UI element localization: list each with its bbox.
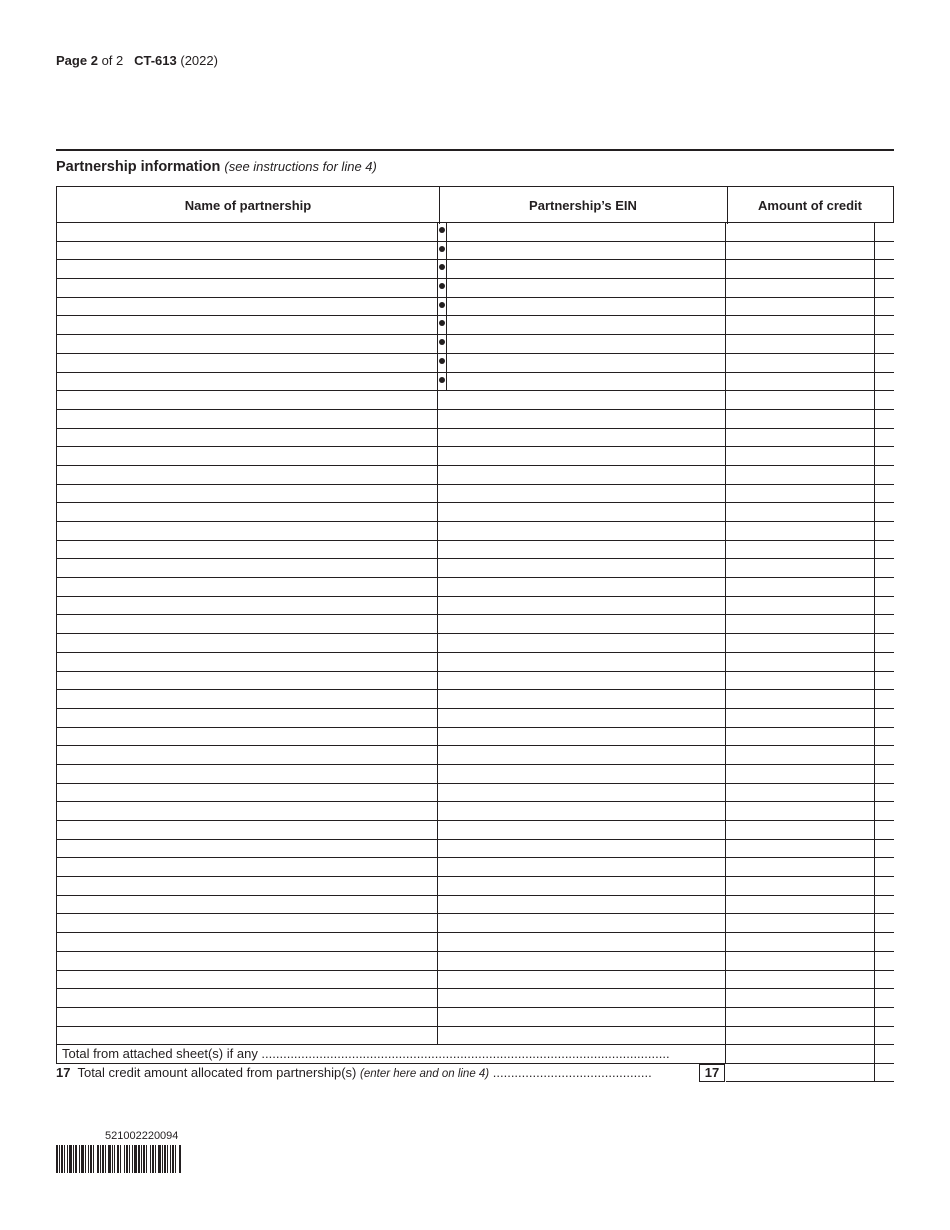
partnership-ein-field[interactable] [438, 410, 726, 428]
credit-amount-field[interactable] [726, 615, 875, 633]
line-17-dots: ............................................ [492, 1065, 652, 1081]
partnership-ein-field[interactable] [438, 989, 726, 1007]
partnership-name-field[interactable] [56, 672, 438, 690]
partnership-ein-field[interactable] [438, 728, 726, 746]
partnership-name-field[interactable] [56, 522, 438, 540]
credit-amount-field[interactable] [726, 877, 875, 895]
table-row [56, 503, 894, 522]
table-row [56, 690, 894, 709]
partnership-name-field[interactable] [56, 840, 438, 858]
partnership-name-field[interactable] [56, 279, 438, 297]
partnership-ein-field[interactable] [438, 578, 726, 596]
partnership-name-field[interactable] [56, 298, 438, 316]
partnership-ein-field[interactable] [438, 522, 726, 540]
credit-amount-field[interactable] [726, 373, 875, 391]
table-row [56, 354, 894, 373]
partnership-ein-field[interactable] [438, 690, 726, 708]
page-header [56, 53, 218, 68]
partnership-ein-field[interactable] [438, 242, 726, 260]
line-17-label [56, 1064, 652, 1083]
partnership-ein-field[interactable] [438, 447, 726, 465]
table-row [56, 877, 894, 896]
partnership-name-field[interactable] [56, 896, 438, 914]
credit-amount-field[interactable] [726, 223, 875, 241]
credit-amount-field[interactable] [726, 410, 875, 428]
table-row [56, 1027, 894, 1046]
ein-divider [446, 279, 447, 297]
barcode-bar [158, 1145, 161, 1173]
bullet-icon [439, 358, 445, 364]
table-row [56, 578, 894, 597]
barcode-bar [175, 1145, 176, 1173]
partnership-name-field[interactable] [56, 914, 438, 932]
bullet-icon [439, 339, 445, 345]
partnership-name-field[interactable] [56, 242, 438, 260]
partnership-ein-field[interactable] [438, 1008, 726, 1026]
partnership-ein-field[interactable] [438, 840, 726, 858]
ein-divider [446, 242, 447, 260]
credit-amount-field[interactable] [726, 391, 875, 409]
credit-amount-field[interactable] [726, 784, 875, 802]
partnership-ein-field[interactable] [438, 821, 726, 839]
line-17-cents-field[interactable] [875, 1064, 894, 1082]
barcode-bar [81, 1145, 84, 1173]
partnership-name-field[interactable] [56, 1008, 438, 1026]
barcode-bar [170, 1145, 171, 1173]
partnership-ein-field[interactable] [438, 485, 726, 503]
table-row [56, 410, 894, 429]
credit-amount-field[interactable] [726, 242, 875, 260]
credit-amount-field[interactable] [726, 634, 875, 652]
partnership-ein-field[interactable] [438, 1027, 726, 1045]
partnership-name-field[interactable] [56, 1027, 438, 1045]
section-divider [56, 149, 894, 151]
barcode-bar [124, 1145, 125, 1173]
barcode-bar [126, 1145, 128, 1173]
barcode-bar [61, 1145, 63, 1173]
credit-amount-field[interactable] [726, 858, 875, 876]
partnership-ein-field[interactable] [438, 260, 726, 278]
partnership-ein-field[interactable] [438, 784, 726, 802]
credit-amount-field[interactable] [726, 709, 875, 727]
partnership-name-field[interactable] [56, 858, 438, 876]
partnership-name-field[interactable] [56, 391, 438, 409]
partnership-name-field[interactable] [56, 709, 438, 727]
barcode-bar [143, 1145, 145, 1173]
barcode-bar [117, 1145, 119, 1173]
table-row [56, 223, 894, 242]
bullet-icon [439, 246, 445, 252]
barcode-bar [64, 1145, 65, 1173]
partnership-ein-field[interactable] [438, 429, 726, 447]
barcode-bar [150, 1145, 151, 1173]
form-year: (2022) [180, 53, 218, 68]
barcode-bar [105, 1145, 106, 1173]
partnership-name-field[interactable] [56, 615, 438, 633]
attached-total-label: Total from attached sheet(s) if any ................................................................................................................. [56, 1045, 726, 1063]
barcode-bar [167, 1145, 168, 1173]
credit-amount-field[interactable] [726, 316, 875, 334]
partnership-ein-field[interactable] [438, 914, 726, 932]
table-row [56, 298, 894, 317]
table-row [56, 466, 894, 485]
table-row [56, 260, 894, 279]
credit-amount-field[interactable] [726, 672, 875, 690]
partnership-ein-field[interactable] [438, 541, 726, 559]
credit-amount-field[interactable] [726, 728, 875, 746]
partnership-ein-field[interactable] [438, 802, 726, 820]
table-row [56, 802, 894, 821]
partnership-name-field[interactable] [56, 541, 438, 559]
credit-amount-field[interactable] [726, 896, 875, 914]
line-17-number: 17 [56, 1065, 71, 1081]
partnership-name-field[interactable] [56, 765, 438, 783]
table-row [56, 335, 894, 354]
bullet-icon [439, 283, 445, 289]
table-row [56, 1008, 894, 1027]
col-header-name: Name of partnership [57, 187, 440, 224]
partnership-name-field[interactable] [56, 335, 438, 353]
partnership-name-field[interactable] [56, 429, 438, 447]
bullet-icon [439, 264, 445, 270]
table-row [56, 279, 894, 298]
partnership-ein-field[interactable] [438, 746, 726, 764]
table-row [56, 672, 894, 691]
partnership-name-field[interactable] [56, 933, 438, 951]
attached-total-row [56, 1045, 894, 1064]
partnership-name-field[interactable] [56, 597, 438, 615]
partnership-ein-field[interactable] [438, 316, 726, 334]
partnership-name-field[interactable] [56, 971, 438, 989]
credit-amount-field[interactable] [726, 447, 875, 465]
credit-amount-field[interactable] [726, 429, 875, 447]
credit-amount-field[interactable] [726, 690, 875, 708]
line-17-box: 17 [699, 1064, 725, 1082]
partnership-ein-field[interactable] [438, 672, 726, 690]
ein-divider [446, 373, 447, 391]
barcode-bar [134, 1145, 137, 1173]
ein-divider [446, 260, 447, 278]
barcode-bar [172, 1145, 174, 1173]
line-17-row [56, 1064, 894, 1083]
line-17-text: Total credit amount allocated from partnership(s) [77, 1065, 357, 1081]
section-title-text: Partnership information [56, 159, 221, 175]
credit-amount-field[interactable] [726, 466, 875, 484]
barcode-bar [112, 1145, 113, 1173]
barcode-bar [120, 1145, 121, 1173]
partnership-ein-field[interactable] [438, 952, 726, 970]
table-row [56, 242, 894, 261]
table-row [56, 914, 894, 933]
partnership-name-field[interactable] [56, 728, 438, 746]
partnership-ein-field[interactable] [438, 896, 726, 914]
partnership-ein-field[interactable] [438, 279, 726, 297]
partnership-name-field[interactable] [56, 952, 438, 970]
form-id: CT-613 [134, 53, 177, 68]
barcode-bar [164, 1145, 166, 1173]
barcode-bar [97, 1145, 99, 1173]
barcode-bar [155, 1145, 156, 1173]
barcode-bar [141, 1145, 142, 1173]
table-row [56, 821, 894, 840]
partnership-ein-field[interactable] [438, 223, 726, 241]
partnership-ein-field[interactable] [438, 391, 726, 409]
credit-amount-field[interactable] [726, 952, 875, 970]
credit-amount-field[interactable] [726, 821, 875, 839]
partnership-ein-field[interactable] [438, 877, 726, 895]
partnership-ein-field[interactable] [438, 653, 726, 671]
line-17-amount-field[interactable] [726, 1064, 875, 1082]
credit-amount-field[interactable] [726, 298, 875, 316]
barcode-bar [179, 1145, 181, 1173]
partnership-name-field[interactable] [56, 447, 438, 465]
barcode-bar [108, 1145, 111, 1173]
barcode-bar [132, 1145, 133, 1173]
barcode-bar [90, 1145, 92, 1173]
barcode-bar [162, 1145, 163, 1173]
partnership-ein-field[interactable] [438, 634, 726, 652]
partnership-ein-field[interactable] [438, 354, 726, 372]
table-row [56, 952, 894, 971]
partnership-name-field[interactable] [56, 354, 438, 372]
barcode-bar [93, 1145, 94, 1173]
barcode-bar [100, 1145, 101, 1173]
table-row [56, 522, 894, 541]
col-header-ein: Partnership’s EIN [439, 187, 728, 224]
table-row [56, 933, 894, 952]
credit-amount-field[interactable] [726, 503, 875, 521]
credit-amount-field[interactable] [726, 541, 875, 559]
ein-divider [446, 335, 447, 353]
credit-amount-field[interactable] [726, 559, 875, 577]
credit-amount-field[interactable] [726, 914, 875, 932]
table-row [56, 858, 894, 877]
attached-total-field[interactable] [726, 1045, 875, 1063]
col-header-amount: Amount of credit [758, 198, 862, 213]
credit-amount-field[interactable] [726, 1008, 875, 1026]
ein-divider [446, 298, 447, 316]
partnership-ein-field[interactable] [438, 335, 726, 353]
barcode-bar [152, 1145, 154, 1173]
credit-amount-field[interactable] [726, 522, 875, 540]
table-row [56, 391, 894, 410]
partnership-name-field[interactable] [56, 503, 438, 521]
credit-amount-field[interactable] [726, 933, 875, 951]
table-row [56, 765, 894, 784]
table-row [56, 597, 894, 616]
credit-amount-field[interactable] [726, 597, 875, 615]
partnership-name-field[interactable] [56, 821, 438, 839]
table-row [56, 971, 894, 990]
table-row [56, 559, 894, 578]
partnership-name-field[interactable] [56, 784, 438, 802]
barcode-bar [146, 1145, 147, 1173]
barcode-bar [69, 1145, 72, 1173]
barcode-bar [85, 1145, 86, 1173]
partnership-name-field[interactable] [56, 316, 438, 334]
credit-amount-field[interactable] [726, 485, 875, 503]
table-row [56, 634, 894, 653]
table-header [56, 186, 894, 223]
partnership-name-field[interactable] [56, 485, 438, 503]
barcode-bar [73, 1145, 74, 1173]
credit-amount-field[interactable] [726, 746, 875, 764]
bullet-icon [439, 302, 445, 308]
table-row [56, 746, 894, 765]
credit-amount-field[interactable] [726, 1027, 875, 1045]
credit-amount-field[interactable] [726, 653, 875, 671]
partnership-name-field[interactable] [56, 877, 438, 895]
ein-divider [446, 354, 447, 372]
table-row [56, 615, 894, 634]
table-row [56, 896, 894, 915]
barcode-image [56, 1145, 240, 1173]
partnership-ein-field[interactable] [438, 971, 726, 989]
table-row [56, 840, 894, 859]
barcode-bar [114, 1145, 115, 1173]
credit-amount-field[interactable] [726, 260, 875, 278]
partnership-name-field[interactable] [56, 653, 438, 671]
table-row [56, 653, 894, 672]
barcode-bar [56, 1145, 58, 1173]
partnership-ein-field[interactable] [438, 373, 726, 391]
barcode-bar [79, 1145, 80, 1173]
partnership-ein-field[interactable] [438, 466, 726, 484]
ein-divider [446, 223, 447, 241]
partnership-name-field[interactable] [56, 466, 438, 484]
credit-amount-field[interactable] [726, 989, 875, 1007]
table-row [56, 447, 894, 466]
table-row [56, 728, 894, 747]
section-note: (see instructions for line 4) [224, 159, 377, 174]
partnership-name-field[interactable] [56, 690, 438, 708]
partnership-ein-field[interactable] [438, 597, 726, 615]
partnership-name-field[interactable] [56, 260, 438, 278]
partnership-ein-field[interactable] [438, 765, 726, 783]
barcode-bar [75, 1145, 77, 1173]
page-label: Page [56, 53, 88, 68]
credit-amount-field[interactable] [726, 971, 875, 989]
credit-amount-field[interactable] [726, 840, 875, 858]
barcode-bar [138, 1145, 140, 1173]
barcode-bar [102, 1145, 104, 1173]
table-row [56, 709, 894, 728]
table-row [56, 373, 894, 392]
credit-amount-field[interactable] [726, 354, 875, 372]
table-row [56, 989, 894, 1008]
line-17-note: (enter here and on line 4) [360, 1068, 490, 1081]
page-number: 2 [90, 53, 98, 68]
barcode-bar [88, 1145, 89, 1173]
credit-amount-field[interactable] [726, 802, 875, 820]
partnership-name-field[interactable] [56, 578, 438, 596]
ein-divider [446, 316, 447, 334]
credit-amount-field[interactable] [726, 279, 875, 297]
partnership-name-field[interactable] [56, 223, 438, 241]
table-row [56, 429, 894, 448]
bullet-icon [439, 320, 445, 326]
credit-amount-field[interactable] [726, 335, 875, 353]
bullet-icon [439, 377, 445, 383]
partnership-name-field[interactable] [56, 410, 438, 428]
partnership-name-field[interactable] [56, 559, 438, 577]
partnership-ein-field[interactable] [438, 298, 726, 316]
partnership-ein-field[interactable] [438, 933, 726, 951]
partnership-table [56, 186, 894, 1083]
table-row [56, 541, 894, 560]
partnership-name-field[interactable] [56, 802, 438, 820]
partnership-name-field[interactable] [56, 634, 438, 652]
table-row [56, 316, 894, 335]
section-title [56, 159, 377, 175]
partnership-name-field[interactable] [56, 746, 438, 764]
table-body [56, 223, 894, 1045]
table-row [56, 784, 894, 803]
partnership-name-field[interactable] [56, 373, 438, 391]
partnership-ein-field[interactable] [438, 503, 726, 521]
barcode-bar [67, 1145, 68, 1173]
barcode-number: 521002220094 [105, 1130, 179, 1142]
table-row [56, 485, 894, 504]
partnership-ein-field[interactable] [438, 858, 726, 876]
barcode-bar [59, 1145, 60, 1173]
partnership-ein-field[interactable] [438, 559, 726, 577]
page-of: of 2 [101, 53, 124, 68]
credit-amount-field[interactable] [726, 578, 875, 596]
credit-amount-field[interactable] [726, 765, 875, 783]
partnership-ein-field[interactable] [438, 709, 726, 727]
partnership-ein-field[interactable] [438, 615, 726, 633]
bullet-icon [439, 227, 445, 233]
partnership-name-field[interactable] [56, 989, 438, 1007]
barcode-bar [129, 1145, 130, 1173]
